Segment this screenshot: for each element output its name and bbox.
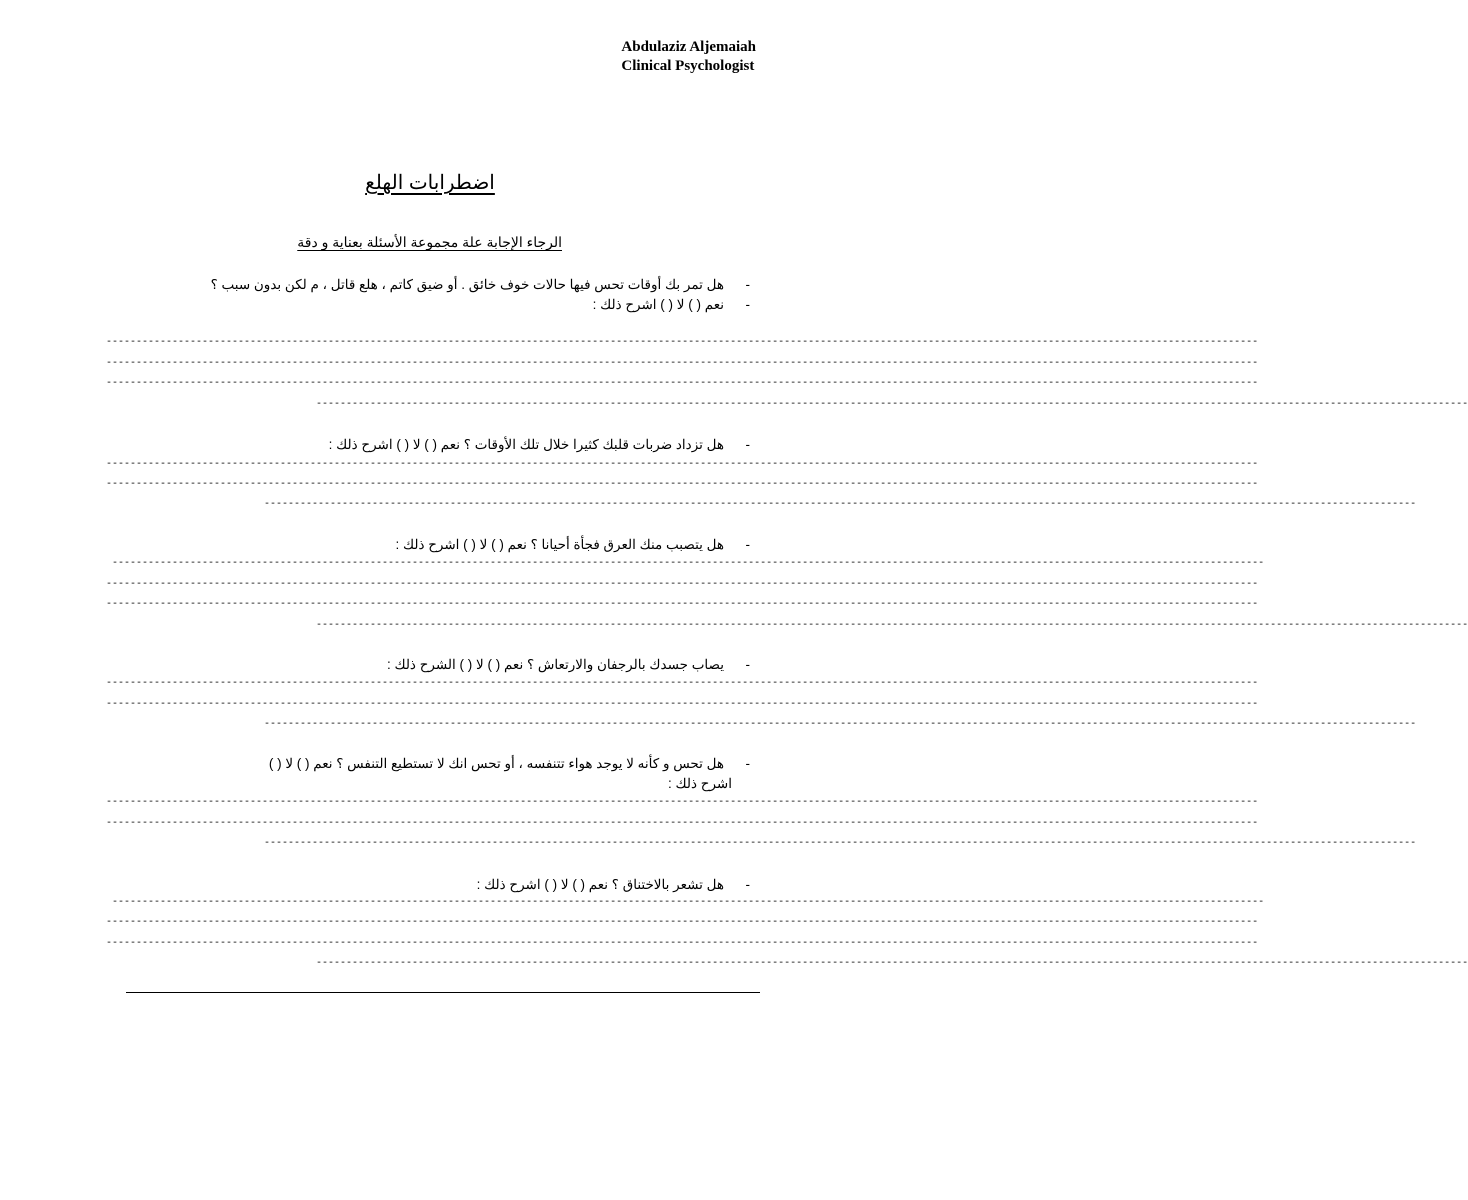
answer-line[interactable]: ------------------------------------------------------------------------------------------------------------------------------------------------------------------------------------------------ bbox=[316, 399, 1468, 410]
instruction: الرجاء الإجابة علة مجموعة الأسئلة بعناية و دقة bbox=[297, 234, 562, 250]
answer-line[interactable]: ------------------------------------------------------------------------------------------------------------------------------------------------------------------------------------------------ bbox=[106, 599, 1259, 610]
question-3: -هل يتصبب منك العرق فجأة أحيانا ؟ نعم ( ) لا ( ) اشرح ذلك : bbox=[395, 537, 750, 552]
answer-line[interactable]: ------------------------------------------------------------------------------------------------------------------------------------------------------------------------------------------------ bbox=[106, 678, 1259, 689]
question-5-explain: اشرح ذلك : bbox=[668, 776, 732, 791]
answer-line[interactable]: ------------------------------------------------------------------------------------------------------------------------------------------------------------------------------------------------ bbox=[106, 579, 1259, 590]
answer-line[interactable]: ------------------------------------------------------------------------------------------------------------------------------------------------------------------------------------------------ bbox=[106, 337, 1259, 348]
question-1: -هل تمر بك أوقات تحس فيها حالات خوف خائق . أو ضيق كاتم ، هلع قاتل ، م لكن بدون سبب ؟ bbox=[210, 277, 750, 292]
answer-line[interactable]: ------------------------------------------------------------------------------------------------------------------------------------------------------------------------------------------------ bbox=[106, 459, 1259, 470]
answer-line[interactable]: ------------------------------------------------------------------------------------------------------------------------------------------------------------------------------------------------ bbox=[264, 838, 1417, 849]
answer-line[interactable]: ------------------------------------------------------------------------------------------------------------------------------------------------------------------------------------------------ bbox=[106, 358, 1259, 369]
page-title: اضطرابات الهلع bbox=[365, 172, 495, 194]
answer-line[interactable]: ------------------------------------------------------------------------------------------------------------------------------------------------------------------------------------------------ bbox=[106, 699, 1259, 710]
answer-line[interactable]: ------------------------------------------------------------------------------------------------------------------------------------------------------------------------------------------------ bbox=[112, 897, 1265, 908]
question-6: -هل تشعر بالاختناق ؟ نعم ( ) لا ( ) اشرح ذلك : bbox=[476, 877, 750, 892]
answer-line[interactable]: ------------------------------------------------------------------------------------------------------------------------------------------------------------------------------------------------ bbox=[112, 558, 1265, 569]
letterhead bbox=[621, 38, 756, 76]
question-5: -هل تحس و كأنه لا يوجد هواء تتنفسه ، أو تحس انك لا تستطيع التنفس ؟ نعم ( ) لا ( ) bbox=[268, 756, 750, 771]
question-2: -هل تزداد ضربات قلبك كثيرا خلال تلك الأوقات ؟ نعم ( ) لا ( ) اشرح ذلك : bbox=[328, 437, 750, 452]
footer-rule bbox=[126, 992, 760, 993]
answer-line[interactable]: ------------------------------------------------------------------------------------------------------------------------------------------------------------------------------------------------ bbox=[316, 620, 1468, 631]
answer-line[interactable]: ------------------------------------------------------------------------------------------------------------------------------------------------------------------------------------------------ bbox=[106, 938, 1259, 949]
answer-line[interactable]: ------------------------------------------------------------------------------------------------------------------------------------------------------------------------------------------------ bbox=[316, 958, 1468, 969]
answer-line[interactable]: ------------------------------------------------------------------------------------------------------------------------------------------------------------------------------------------------ bbox=[264, 499, 1417, 510]
author-name: Abdulaziz Aljemaiah bbox=[621, 39, 756, 55]
question-1-answer: -نعم ( ) لا ( ) اشرح ذلك : bbox=[592, 297, 750, 312]
answer-line[interactable]: ------------------------------------------------------------------------------------------------------------------------------------------------------------------------------------------------ bbox=[106, 378, 1259, 389]
answer-line[interactable]: ------------------------------------------------------------------------------------------------------------------------------------------------------------------------------------------------ bbox=[106, 479, 1259, 490]
question-4: -يصاب جسدك بالرجفان والارتعاش ؟ نعم ( ) لا ( ) الشرح ذلك : bbox=[386, 657, 750, 672]
answer-line[interactable]: ------------------------------------------------------------------------------------------------------------------------------------------------------------------------------------------------ bbox=[264, 719, 1417, 730]
answer-line[interactable]: ------------------------------------------------------------------------------------------------------------------------------------------------------------------------------------------------ bbox=[106, 917, 1259, 928]
answer-line[interactable]: ------------------------------------------------------------------------------------------------------------------------------------------------------------------------------------------------ bbox=[106, 797, 1259, 808]
author-role: Clinical Psychologist bbox=[621, 58, 755, 74]
answer-line[interactable]: ------------------------------------------------------------------------------------------------------------------------------------------------------------------------------------------------ bbox=[106, 818, 1259, 829]
